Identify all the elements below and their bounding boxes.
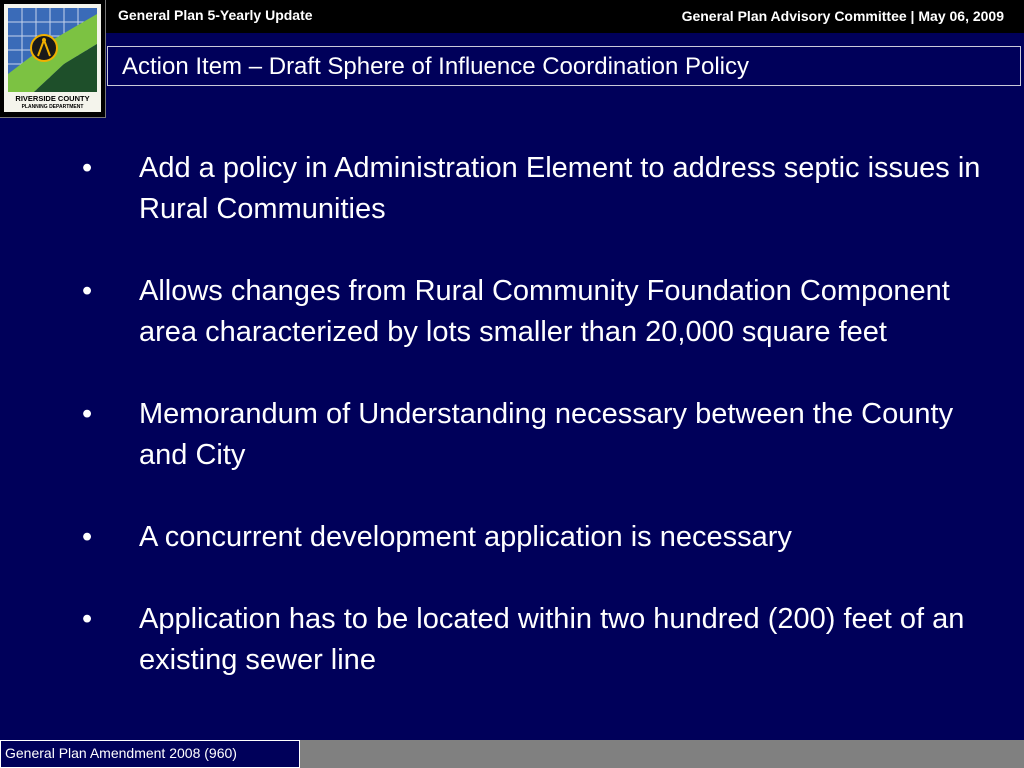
bullet-item [82,517,1002,558]
riverside-county-logo [0,0,106,118]
header-bar [0,0,1024,33]
logo-text-line1: RIVERSIDE COUNTY [15,94,90,103]
bullet-dot: • [82,521,93,553]
logo-emblem-icon [4,4,101,112]
bullet-dot: • [82,603,93,635]
bullet-text: Add a policy in Administration Element to address septic issues in Rural Communities [139,152,981,225]
bullet-dot: • [82,275,93,307]
bullet-text: Allows changes from Rural Community Foundation Component area characterized by lots smaller than 20,000 square feet [139,275,950,348]
footer-label-box [0,740,300,768]
bullet-dot: • [82,152,93,184]
footer-bar [0,740,1024,768]
bullet-text: Memorandum of Understanding necessary between the County and City [139,398,954,471]
header-right-title: General Plan Advisory Committee | May 06, 2009 [681,8,1004,24]
bullet-item [82,148,1002,230]
slide-title: Action Item – Draft Sphere of Influence Coordination Policy [122,53,749,80]
bullet-item [82,599,1002,681]
bullet-item [82,271,1002,353]
slide-title-bar [107,46,1021,86]
footer-label: General Plan Amendment 2008 (960) [5,745,237,761]
bullet-item [82,394,1002,476]
bullet-dot: • [82,398,93,430]
bullet-list [82,148,1002,722]
bullet-text: Application has to be located within two hundred (200) feet of an existing sewer line [139,603,965,676]
header-left-title: General Plan 5-Yearly Update [118,7,313,23]
logo-text-line2: PLANNING DEPARTMENT [21,104,84,110]
bullet-text: A concurrent development application is necessary [139,521,792,553]
